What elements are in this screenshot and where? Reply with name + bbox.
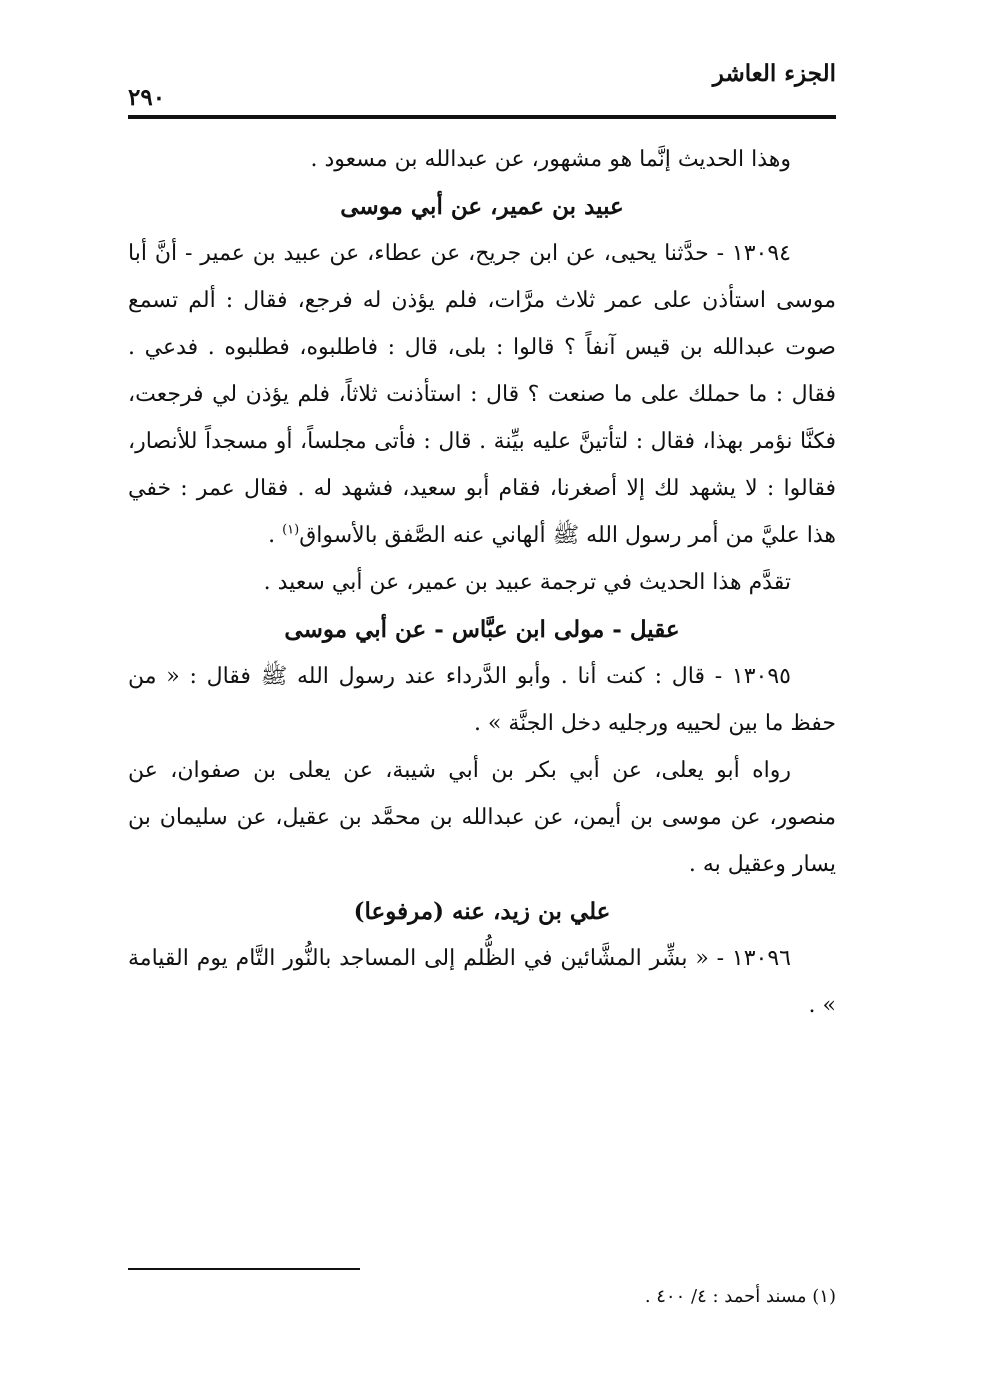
footnote: (١) مسند أحمد : ٤/ ٤٠٠ .: [644, 1286, 836, 1307]
page-body: [128, 136, 836, 1029]
header-rule: [128, 115, 836, 119]
paragraph-riwaya: رواه أبو يعلى، عن أبي بكر بن أبي شيبة، عن يعلى بن صفوان، عن منصور، عن موسى بن أيمن، عن عبدالله بن محمَّد بن عقيل، عن سليمان بن يسار وعقيل به .: [128, 758, 836, 877]
hadith-13096: ١٣٠٩٦ - « بشِّر المشَّائين في الظُّلم إلى المساجد بالنُّور التَّام يوم القيامة » .: [128, 946, 836, 1018]
footnote-ref: (١): [282, 522, 300, 538]
hadith-13094: [128, 230, 836, 559]
footnote-rule: [128, 1268, 360, 1270]
page-number: ٢٩٠: [128, 84, 166, 111]
section-heading-ali: علي بن زيد، عنه (مرفوعا): [353, 898, 611, 925]
paragraph-intro: وهذا الحديث إنَّما هو مشهور، عن عبدالله بن مسعود .: [310, 147, 791, 172]
hadith-13094-text: ١٣٠٩٤ - حدَّثنا يحيى، عن ابن جريح، عن عطاء، عن عبيد بن عمير - أنَّ أبا موسى استأذن على عمر ثلاث مرَّات، فلم يؤذن له فرجع، فقال : ألم تسمع صوت عبدالله بن قيس آنفاً ؟ قالوا : بلى، قال : فاطلبوه، فطلبوه . فدعي . فقال : ما حملك على ما صنعت ؟ قال : استأذنت ثلاثاً، فلم يؤذن لي فرجعت، فكنَّا نؤمر بهذا، فقال : لتأتينَّ عليه بيِّنة . قال : فأتى مجلساً، أو مسجداً للأنصار، فقالوا : لا يشهد لك إلا أصغرنا، فقام أبو سعيد، فشهد له . فقال عمر : خفي هذا عليَّ من أمر رسول الله ﷺ ألهاني عنه الصَّفق بالأسواق: [128, 241, 836, 548]
hadith-13095: ١٣٠٩٥ - قال : كنت أنا . وأبو الدَّرداء عند رسول الله ﷺ فقال : « من حفظ ما بين لحييه ورجليه دخل الجنَّة » .: [128, 664, 836, 736]
section-heading-aqil: عقيل - مولى ابن عبَّاس - عن أبي موسى: [284, 616, 680, 643]
running-head-title: الجزء العاشر: [712, 60, 836, 87]
section-heading-ubaid: عبيد بن عمير، عن أبي موسى: [340, 193, 624, 220]
paragraph-cross-ref: تقدَّم هذا الحديث في ترجمة عبيد بن عمير، عن أبي سعيد .: [263, 570, 791, 595]
hadith-13094-tail: .: [268, 523, 283, 548]
